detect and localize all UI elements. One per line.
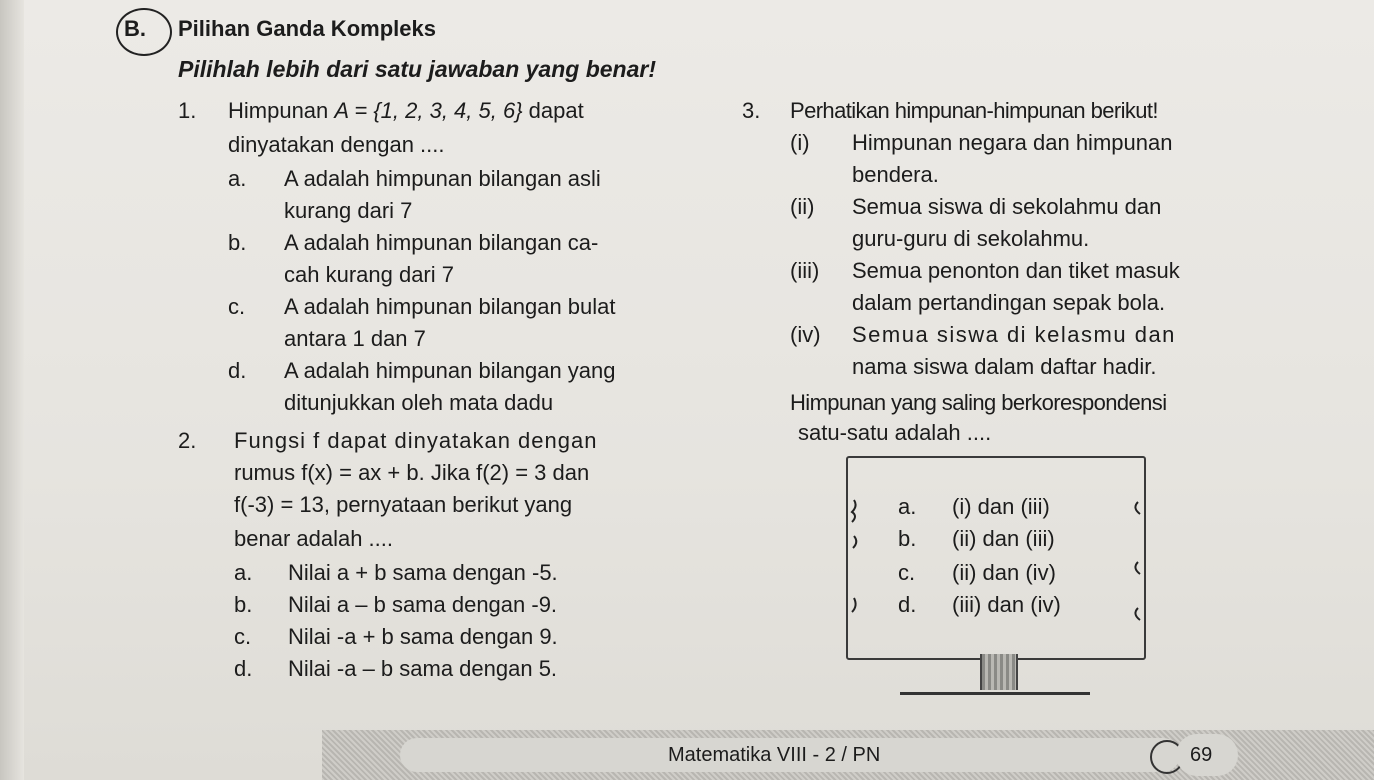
q3-item-iii-line1: Semua penonton dan tiket masuk (852, 258, 1180, 283)
q1-option-c-line1: A adalah himpunan bilangan bulat (284, 294, 616, 319)
signboard-ground (900, 684, 1090, 695)
q3-number: 3. (742, 98, 761, 123)
q3-item-ii-line1: Semua siswa di sekolahmu dan (852, 194, 1162, 219)
section-title: Pilihan Ganda Kompleks (178, 16, 436, 41)
q1-option-a-line1: A adalah himpunan bilangan asli (284, 166, 601, 191)
q3-item-i-label: (i) (790, 130, 810, 155)
section-letter: B. (124, 16, 146, 41)
q1-stem (228, 98, 584, 124)
q3-option-d-letter: d. (898, 592, 917, 617)
q3-option-b-letter: b. (898, 526, 917, 551)
q3-item-ii-line2: guru-guru di sekolahmu. (852, 226, 1090, 251)
q3-item-ii-label: (ii) (790, 194, 815, 219)
q2-stem-line2: rumus f(x) = ax + b. Jika f(2) = 3 dan (234, 460, 590, 485)
q3-item-iii-label: (iii) (790, 258, 820, 283)
signboard-decoration (848, 458, 1144, 658)
q3-item-iv-line1: Semua siswa di kelasmu dan (852, 322, 1176, 347)
q2-number: 2. (178, 428, 197, 453)
q3-option-c-text: (ii) dan (iv) (952, 560, 1056, 585)
footer-book-title: Matematika VIII - 2 / PN (668, 744, 881, 766)
q3-item-iv-line2: nama siswa dalam daftar hadir. (852, 354, 1157, 379)
q1-stem-line2: dinyatakan dengan .... (228, 132, 445, 157)
page-edge-shadow (0, 0, 24, 780)
q2-stem-line1: Fungsi f dapat dinyatakan dengan (234, 428, 598, 453)
q1-number: 1. (178, 98, 197, 123)
q2-stem-line4: benar adalah .... (234, 526, 394, 551)
q3-option-a-text: (i) dan (iii) (952, 494, 1050, 519)
q1-stem-math: A = {1, 2, 3, 4, 5, 6} (334, 98, 523, 123)
section-instruction: Pilihlah lebih dari satu jawaban yang benar! (178, 56, 657, 82)
q2-option-a-text: Nilai a + b sama dengan -5. (288, 560, 558, 585)
q2-option-c-letter: c. (234, 624, 252, 649)
q3-option-a-letter: a. (898, 494, 917, 519)
q3-options-signboard (846, 456, 1146, 660)
q2-option-d-letter: d. (234, 656, 253, 681)
q1-option-a-letter: a. (228, 166, 247, 191)
q1-option-c-letter: c. (228, 294, 246, 319)
q3-stem: Perhatikan himpunan-himpunan berikut! (790, 98, 1158, 123)
q2-option-d-text: Nilai -a – b sama dengan 5. (288, 656, 558, 681)
q1-option-d-line1: A adalah himpunan bilangan yang (284, 358, 616, 383)
q3-option-b-text: (ii) dan (iii) (952, 526, 1055, 551)
q3-item-i-line1: Himpunan negara dan himpunan (852, 130, 1173, 155)
q3-option-d-text: (iii) dan (iv) (952, 592, 1061, 617)
q3-item-iv-label: (iv) (790, 322, 821, 347)
q1-stem-post: dapat (522, 98, 584, 123)
q1-option-c-line2: antara 1 dan 7 (284, 326, 426, 351)
q2-option-b-letter: b. (234, 592, 253, 617)
q1-option-b-line2: cah kurang dari 7 (284, 262, 454, 287)
q3-question-line2: satu-satu adalah .... (798, 420, 992, 445)
q3-question-line1: Himpunan yang saling berkorespondensi (790, 390, 1167, 415)
q1-option-a-line2: kurang dari 7 (284, 198, 413, 223)
q3-option-c-letter: c. (898, 560, 916, 585)
q2-stem-line3: f(-3) = 13, pernyataan berikut yang (234, 492, 573, 517)
q1-option-d-line2: ditunjukkan oleh mata dadu (284, 390, 554, 415)
q2-option-b-text: Nilai a – b sama dengan -9. (288, 592, 558, 617)
q2-option-c-text: Nilai -a + b sama dengan 9. (288, 624, 558, 649)
q3-item-i-line2: bendera. (852, 162, 939, 187)
q1-option-b-letter: b. (228, 230, 247, 255)
q1-option-b-line1: A adalah himpunan bilangan ca- (284, 230, 599, 255)
page-number: 69 (1190, 744, 1213, 766)
q2-option-a-letter: a. (234, 560, 253, 585)
q1-stem-pre: Himpunan (228, 98, 335, 123)
q3-item-iii-line2: dalam pertandingan sepak bola. (852, 290, 1166, 315)
q1-option-d-letter: d. (228, 358, 247, 383)
